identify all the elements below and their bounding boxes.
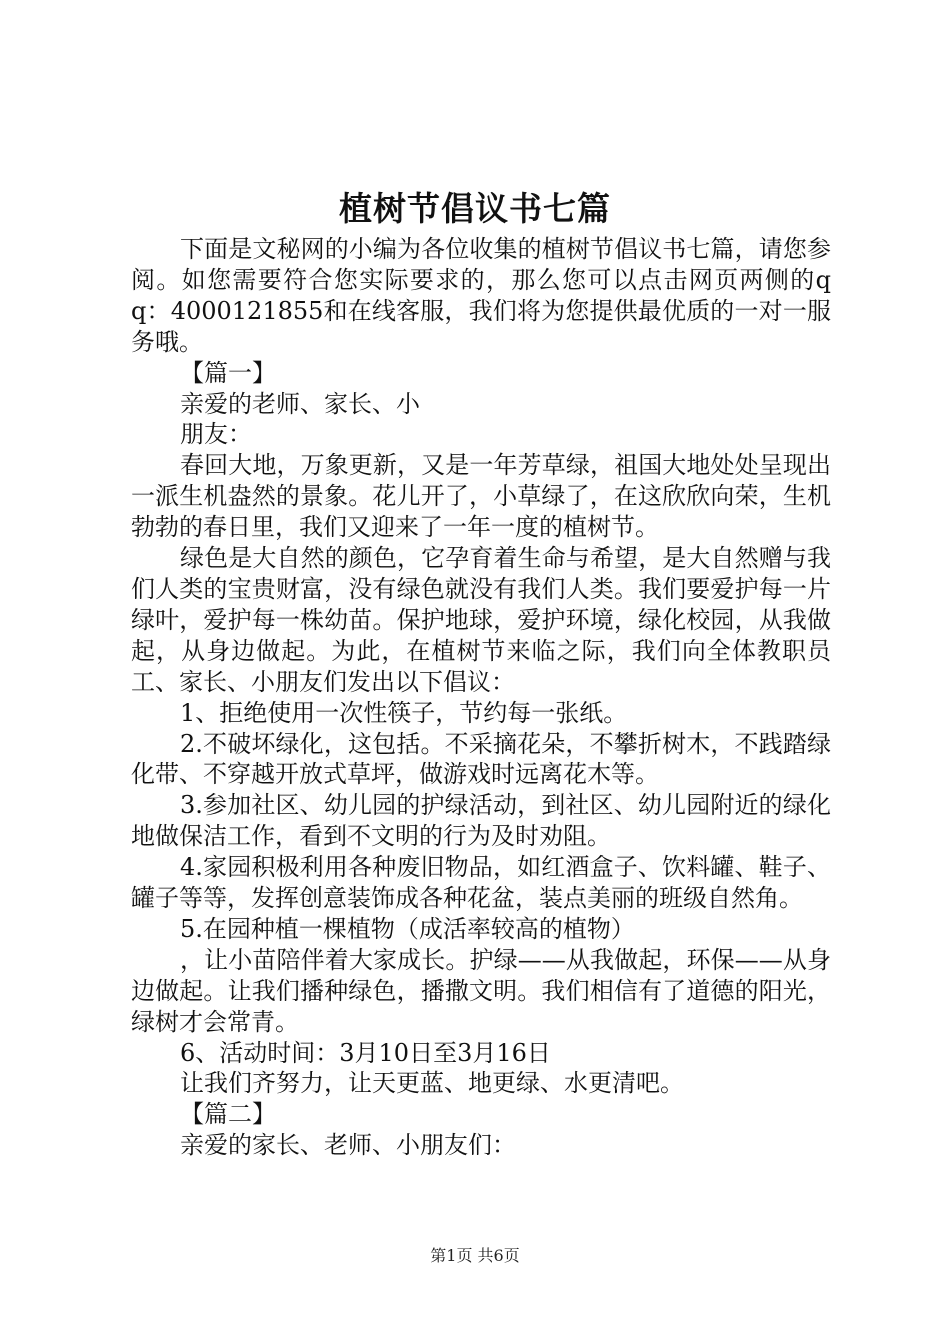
- proposal-item-1: 1、拒绝使用一次性筷子，节约每一张纸。: [180, 698, 628, 727]
- section-heading-2: 【篇二】: [180, 1100, 276, 1129]
- intro-paragraph: 下面是文秘网的小编为各位收集的植树节倡议书七篇，请您参阅。如您需要符合您实际要求的，那么您可以点击网页两侧的qq：4000121855和在线客服，我们将为您提供最优质的一对一服务哦。: [131, 235, 831, 356]
- proposal-item-3: 3.参加社区、幼儿园的护绿活动，到社区、幼儿园附近的绿化地做保洁工作，看到不文明的行为及时劝阻。: [131, 791, 831, 851]
- activity-time: 6、活动时间：3月10日至3月16日: [180, 1038, 551, 1067]
- document-body: [131, 234, 831, 1161]
- proposal-item-2: 2.不破坏绿化，这包括。不采摘花朵，不攀折树木，不践踏绿化带、不穿越开放式草坪，做游戏时远离花木等。: [131, 729, 831, 789]
- salutation-line-1: 亲爱的老师、家长、小: [180, 389, 420, 418]
- page-footer: 第1页 共6页: [430, 1246, 520, 1265]
- proposal-item-4: 4.家园积极利用各种废旧物品，如红酒盒子、饮料罐、鞋子、罐子等等，发挥创意装饰成各种花盆，装点美丽的班级自然角。: [131, 853, 831, 913]
- section-heading-1: 【篇一】: [180, 358, 276, 387]
- proposal-item-5: 5.在园种植一棵植物（成活率较高的植物）: [180, 914, 635, 943]
- body-paragraph: ，让小苗陪伴着大家成长。护绿——从我做起，环保——从身边做起。让我们播种绿色，播撒文明。我们相信有了道德的阳光，绿树才会常青。: [131, 945, 831, 1036]
- salutation-line-2: 朋友：: [180, 420, 252, 449]
- body-paragraph: 绿色是大自然的颜色，它孕育着生命与希望，是大自然赠与我们人类的宝贵财富，没有绿色就没有我们人类。我们要爱护每一片绿叶，爱护每一株幼苗。保护地球，爱护环境，绿化校园，从我做起，从身边做起。为此，在植树节来临之际，我们向全体教职员工、家长、小朋友们发出以下倡议：: [131, 544, 831, 696]
- body-paragraph: 春回大地，万象更新，又是一年芳草绿，祖国大地处处呈现出一派生机盎然的景象。花儿开了，小草绿了，在这欣欣向荣，生机勃勃的春日里，我们又迎来了一年一度的植树节。: [131, 451, 831, 542]
- salutation-line-3: 亲爱的家长、老师、小朋友们：: [180, 1131, 516, 1160]
- document-title: 植树节倡议书七篇: [339, 189, 611, 228]
- closing-line: 让我们齐努力，让天更蓝、地更绿、水更清吧。: [180, 1069, 684, 1098]
